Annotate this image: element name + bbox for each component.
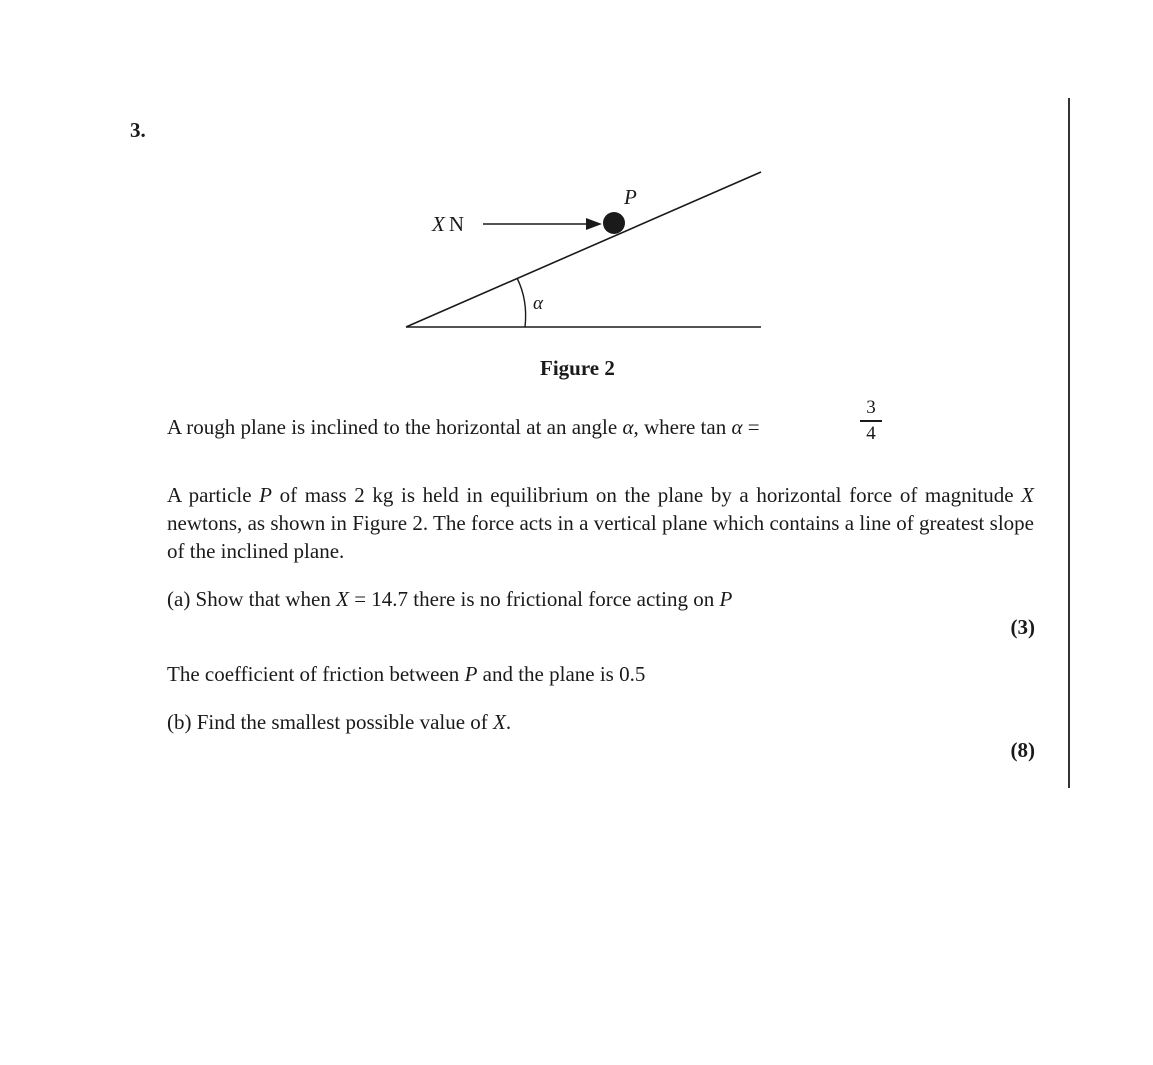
friction-statement: The coefficient of friction between P and the plane is 0.5 bbox=[167, 662, 646, 686]
particle-label: P bbox=[624, 185, 637, 209]
particle-paragraph: A particle P of mass 2 kg is held in equilibrium on the plane by a horizontal force of magnitude X newtons, as shown in Figure 2. The force acts in a vertical plane which contains a line of greatest slope of the inclined plane. bbox=[167, 483, 1034, 563]
particle-dot bbox=[603, 212, 625, 234]
angle-arc bbox=[517, 278, 526, 327]
part-b-text: (b) Find the smallest possible value of X. bbox=[167, 710, 512, 734]
fraction-denominator: 4 bbox=[866, 422, 876, 444]
force-arrowhead bbox=[586, 218, 602, 230]
tan-alpha-fraction bbox=[858, 397, 884, 445]
part-a-marks: (3) bbox=[1010, 615, 1035, 639]
question-number: 3. bbox=[130, 118, 146, 142]
fraction-numerator: 3 bbox=[866, 397, 876, 418]
force-label: X N bbox=[432, 212, 464, 236]
angle-label: α bbox=[533, 293, 543, 314]
figure-2-diagram bbox=[0, 0, 1153, 400]
part-b-marks: (8) bbox=[1010, 738, 1035, 762]
figure-caption: Figure 2 bbox=[540, 356, 615, 380]
intro-paragraph: A rough plane is inclined to the horizontal at an angle α, where tan α = bbox=[167, 415, 760, 439]
inclined-plane-line bbox=[406, 172, 761, 327]
part-a-text: (a) Show that when X = 14.7 there is no frictional force acting on P bbox=[167, 587, 733, 611]
